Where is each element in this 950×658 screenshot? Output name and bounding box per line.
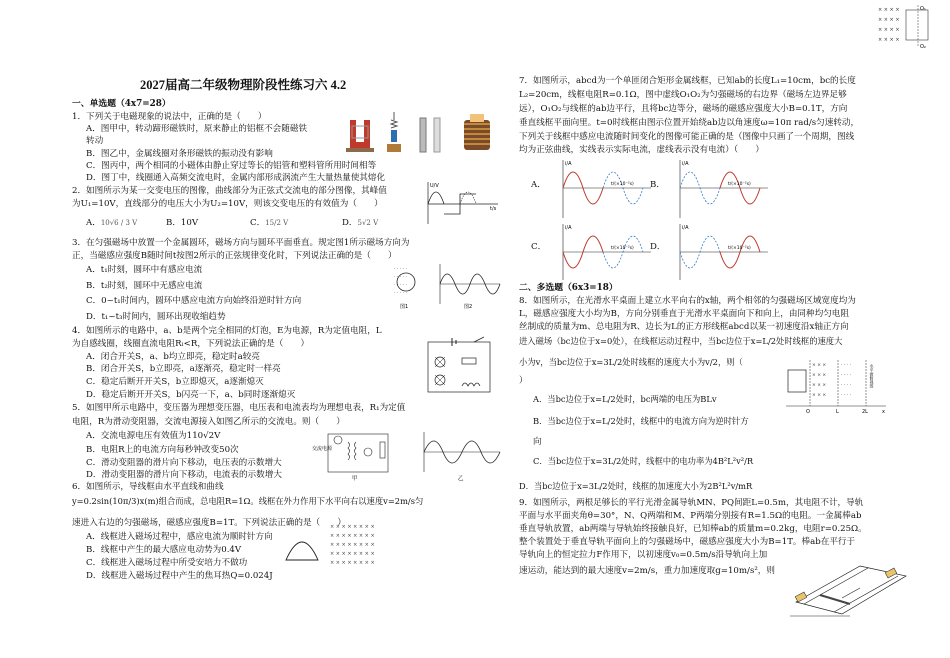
q2-option-d[interactable] [342, 218, 378, 230]
q3-stem-line1: 3．在匀强磁场中放置一个金属圆环，磁场方向与圆环平面垂直。规定图1所示磁场方向为 [72, 238, 410, 248]
q7-b-yaxis: i/A [682, 161, 689, 167]
corner-label-o2: O₂ [920, 44, 926, 50]
q7-a-xaxis: t/(×10⁻²s) [611, 182, 634, 187]
section-multi-choice: 二、多选题（6x3=18） [519, 283, 618, 293]
q7-stem-line5: 下列关于线框中感应电流随时间变化的图像可能正确的是（图像中只画了一个周期，图线 [519, 132, 855, 142]
q7-d-xaxis: t/(×10⁻²s) [728, 246, 751, 251]
q7-option-a[interactable]: A． [531, 180, 546, 190]
svg-text:· · · · ·: · · · · · [394, 291, 407, 296]
svg-text:× × × × × × × ×: × × × × × × × × [330, 551, 375, 557]
q4-option-a[interactable]: A．闭合开关S，a、b均立即亮，稳定时a较亮 [86, 352, 260, 362]
q8-axis-l: L [836, 409, 839, 414]
q4-option-b[interactable]: B．闭合开关S，b立即亮，a逐渐亮，稳定时一样亮 [86, 364, 281, 374]
q6-stem-line1: 6．如图所示，导线框由水平直线和曲线 [72, 482, 224, 492]
q7-c-xaxis: t/(×10⁻²s) [611, 246, 634, 251]
q8-stem-line6: ） [519, 376, 528, 386]
q2-c-label: C． [250, 218, 266, 228]
q2-option-a[interactable] [86, 218, 137, 230]
svg-text:× × ×: × × × [812, 383, 827, 388]
svg-text:× × × × × × × ×: × × × × × × × × [330, 560, 375, 566]
q9-stem-line5: 导轨向上的恒定拉力F作用下，以初速度v₀=0.5m/s沿导轨向上加 [519, 550, 768, 560]
q1-option-a[interactable]: A．图甲中，转动蹄形磁铁时，原来静止的铝框不会随磁铁 [86, 124, 308, 134]
q2-option-c[interactable] [250, 218, 288, 230]
q4-option-c[interactable]: C．稳定后断开开关S，b立即熄灭，a逐渐熄灭 [86, 377, 264, 387]
q2-stem-line2: 为U₁=10V，直线部分的电压大小为U₂=10V，则该交变电压的有效值为（ ） [72, 199, 383, 209]
q7-graph-c [553, 222, 653, 282]
svg-text:× × × ×: × × × × [878, 27, 900, 33]
q3-fig2-label: 图2 [464, 304, 473, 310]
q8-magnetic-region-figure [784, 356, 888, 414]
svg-text:× × × ×: × × × × [878, 7, 900, 13]
q5-source-label: 交流电源 [312, 446, 333, 452]
q6-option-a[interactable]: A．线框进入磁场过程中，感应电流为顺时针方向 [86, 532, 273, 542]
q7-d-yaxis: i/A [682, 225, 689, 231]
q3-fig1-label: 图1 [400, 304, 409, 310]
q4-stem-line1: 4．如图所示的电路中，a、b是两个完全相同的灯泡，E为电源，R为定值电阻，L [72, 326, 382, 336]
q7-option-d[interactable]: D． [650, 242, 666, 252]
q8-option-a[interactable]: A．当bc边位于x=L/2处时，bc两端的电压为BLv [533, 394, 717, 404]
svg-text:· · · ·: · · · · [841, 373, 852, 378]
q8-stem-line5: 小为v，当bc边位于x=3L/2处时线框的速度大小为v/2，则（ [519, 357, 743, 367]
q5-option-c[interactable]: C．滑动变阻器的滑片向下移动，电压表的示数增大 [86, 458, 282, 468]
q8-stem-line2: L，磁感应强度大小均为B，方向分别垂直于光滑水平桌面向下和向上，由同种均匀电阻 [519, 309, 849, 319]
svg-text:× × ×: × × × [812, 363, 827, 368]
q6-option-d[interactable]: D．线框进入磁场过程中产生的焦耳热Q=0.024J [86, 571, 273, 581]
svg-text:U/V: U/V [430, 183, 439, 189]
q6-option-b[interactable]: B．线框中产生的最大感应电动势为0.4V [86, 545, 242, 555]
q1-apparatus-figures [342, 108, 502, 160]
q9-stem-line2: 平面与水平面夹角θ=30°，N、Q两端和M、P两端分别接有R=1.5Ω的电阻。一金属棒ab [519, 511, 862, 521]
svg-text:· · · ·: · · · · [841, 363, 852, 368]
svg-text:× × ×: × × × [812, 373, 827, 378]
q7-graph-a [553, 158, 653, 220]
q5-stem-line1: 5．如图甲所示电路中，变压器为理想变压器，电压表和电流表均为理想电表，R₁为定值 [72, 403, 406, 413]
q5-fig-jia-label: 甲 [352, 476, 358, 482]
q7-stem-line6: 均为正弦曲线，实线表示实际电流，虚线表示没有电流）（ ） [519, 145, 764, 155]
q3-option-d[interactable]: D．t₁~t₃时间内，圆环出现收缩趋势 [86, 312, 226, 322]
q8-option-b[interactable]: B．当bc边位于x=L/2处时，线框中的电流方向为逆时针方 [533, 416, 749, 426]
q8-axis-o: O [806, 409, 810, 414]
q9-stem-line1: 9．如图所示，两根足够长的平行光滑金属导轨MN、PQ间距L=0.5m，其电阻不计，导轨 [519, 498, 864, 508]
q5-transformer-figures [312, 430, 502, 482]
q2-stem-line1: 2．如图所示为某一交变电压的图像，曲线部分为正弦式交流电的部分图像，其峰值 [72, 186, 387, 196]
svg-text:· · · · ·: · · · · · [394, 275, 407, 280]
q4-stem-line2: 为自感线圈，线圈直流电阻Rₗ<R，下列说法正确的是（ ） [72, 339, 310, 349]
q7-option-b[interactable]: B． [650, 180, 665, 190]
q1-option-b[interactable]: B．图乙中，金属线圈对条形磁铁的振动没有影响 [86, 149, 273, 159]
corner-label-o1: O₁ [920, 6, 926, 12]
q3-stem-line2: 正，当磁感应强度B随时间t按图2所示的正弦规律变化时，下列说法正确的是（ ） [72, 251, 397, 261]
svg-text:× × × × × × × ×: × × × × × × × × [330, 542, 375, 548]
q7-stem-line4: 垂直线框平面向里。t=0时线框由图示位置开始绕ab边以角速度ω=10π rad/s匀速转动， [519, 118, 860, 128]
q9-stem-line4: 整个装置处于垂直导轨平面向上的匀强磁场中，磁感应强度大小为B=1T。棒ab在平行于 [519, 537, 856, 547]
q7-stem-line1: 7．如图所示，abcd为一个单匝闭合矩形金属线框，已知ab的长度L₁=10cm，bc的长度 [519, 76, 856, 86]
svg-text:t/s: t/s [490, 206, 497, 212]
q8-option-b-cont: 向 [533, 437, 542, 447]
q2-c-value: 15/2 V [265, 219, 289, 227]
q6-option-c[interactable]: C．线框进入磁场过程中所受安培力不做功 [86, 558, 248, 568]
q7-graph-b [670, 158, 770, 220]
q8-stem-line3: 丝制成的质量为m、总电阻为R、边长为L的正方形线框abcd以某一初速度沿x轴正方向 [519, 322, 849, 332]
q1-option-d[interactable]: D．图丁中，线圈通入高频交流电时，金属内部形成涡流产生大量热量使其熔化 [86, 173, 386, 183]
q2-voltage-graph [420, 180, 500, 226]
svg-text:· · · ·: · · · · [841, 393, 852, 398]
q8-axis-x: x [882, 409, 885, 414]
q5-fig-yi-label: 乙 [458, 476, 464, 482]
q6-stem-line3: 速进入右边的匀强磁场，磁感应强度B=1T。下列说法正确的是（ ） [72, 518, 346, 528]
section-single-choice: 一、单选题（4x7=28） [72, 99, 171, 109]
q2-a-label: A． [86, 218, 101, 228]
q9-stem-line6: 速运动，能达到的最大速度v=2m/s，重力加速度取g=10m/s²，则 [519, 566, 775, 576]
q7-b-xaxis: t/(×10⁻²s) [728, 182, 751, 187]
q8-option-d[interactable]: D．当bc边位于x=3L/2处时，线框的加速度大小为2B²L²v/mR [519, 481, 753, 491]
q5-option-b[interactable]: B．电阻R上的电流方向每秒钟改变50次 [86, 445, 239, 455]
q7-stem-line2: L₂=20cm，线框电阻R=0.1Ω，图中虚线O₁O₂为匀强磁场的右边界（磁场左边界足够 [519, 90, 847, 100]
svg-text:· · · · ·: · · · · · [394, 283, 407, 288]
svg-text:× × × ×: × × × × [878, 17, 900, 23]
q3-option-b[interactable]: B．t₂时刻，圆环中无感应电流 [86, 281, 203, 291]
q7-option-c[interactable]: C． [531, 242, 547, 252]
svg-text:× × × ×: × × × × [878, 37, 900, 43]
q3-option-a[interactable]: A．t₁时刻，圆环中有感应电流 [86, 265, 203, 275]
q3-option-c[interactable]: C．0~t₁时间内，圆环中感应电流方向始终沿逆时针方向 [86, 296, 302, 306]
q8-option-c[interactable]: C．当bc边位于x=3L/2处时，线框中的电功率为4B²L²v²/R [533, 456, 754, 466]
corner-magnetic-field-figure [868, 2, 948, 50]
q1-stem: 1．下列关于电磁现象的说法中，正确的是（ ） [72, 112, 267, 122]
q7-graph-d [670, 222, 770, 282]
q4-option-d[interactable]: D．稳定后断开开关S，b闪亮一下，a、b同时逐渐熄灭 [86, 390, 296, 400]
q5-option-d[interactable]: D．滑动变阻器的滑片向下移动，电流表的示数增大 [86, 470, 282, 480]
q8-stem-line1: 8．如图所示，在光滑水平桌面上建立水平向右的x轴，两个相邻的匀强磁场区域宽度均为 [519, 296, 856, 306]
q5-option-a[interactable]: A．交流电源电压有效值为110√2V [86, 431, 221, 441]
q6-stem-line2: y=0.2sin(10π/3)x(m)组合而成，总电阻R=1Ω。线框在外力作用下水平向右以速度v=2m/s匀 [72, 496, 424, 506]
svg-text:· · · · ·: · · · · · [394, 267, 407, 272]
q2-a-value: 10√6 / 3 V [100, 219, 138, 227]
page-title: 2027届高二年级物理阶段性练习六 4.2 [140, 78, 347, 92]
svg-text:× × ×: × × × [812, 393, 827, 398]
svg-text:× × × × × × × ×: × × × × × × × × [330, 524, 375, 530]
q5-stem-line2: 电阻，R为滑动变阻器，交流电源接入如图乙所示的交流电。则（ ） [72, 417, 345, 427]
q3-figures [392, 262, 502, 314]
q2-option-b[interactable]: B．10V [166, 218, 199, 228]
q2-d-label: D． [342, 218, 358, 228]
q7-stem-line3: 远），O₁O₂与线框的ab边平行，且将bc边等分，磁场的磁感应强度大小B=0.1T，方向 [519, 104, 848, 114]
q2-d-value: 5√2 V [357, 219, 379, 227]
svg-text:· · · ·: · · · · [841, 383, 852, 388]
q1-option-c[interactable]: C．图丙中，两个相同的小磁体由静止穿过等长的铝管和塑料管所用时间相等 [86, 161, 377, 171]
q6-wire-frame-figure [282, 520, 402, 566]
q7-a-yaxis: i/A [565, 161, 572, 167]
q1-option-a-cont: 转动 [86, 136, 104, 146]
q9-stem-line3: 垂直导轨放置，ab两端与导轨始终接触良好，已知棒ab的质量m=0.2kg，电阻r=0.25Ω。 [519, 524, 867, 534]
q7-c-yaxis: i/A [565, 225, 572, 231]
q9-inclined-rails-figure [790, 552, 910, 624]
q4-circuit-diagram [418, 336, 502, 398]
q8-fig-label: 水平面俯视图 [869, 364, 875, 388]
svg-text:× × × × × × × ×: × × × × × × × × [330, 533, 375, 539]
q8-stem-line4: 进入磁场（bc边位于x=0处），在线框运动过程中，当bc边位于x=L/2处时线框的速度大 [519, 336, 843, 346]
q8-axis-2l: 2L [862, 409, 868, 414]
